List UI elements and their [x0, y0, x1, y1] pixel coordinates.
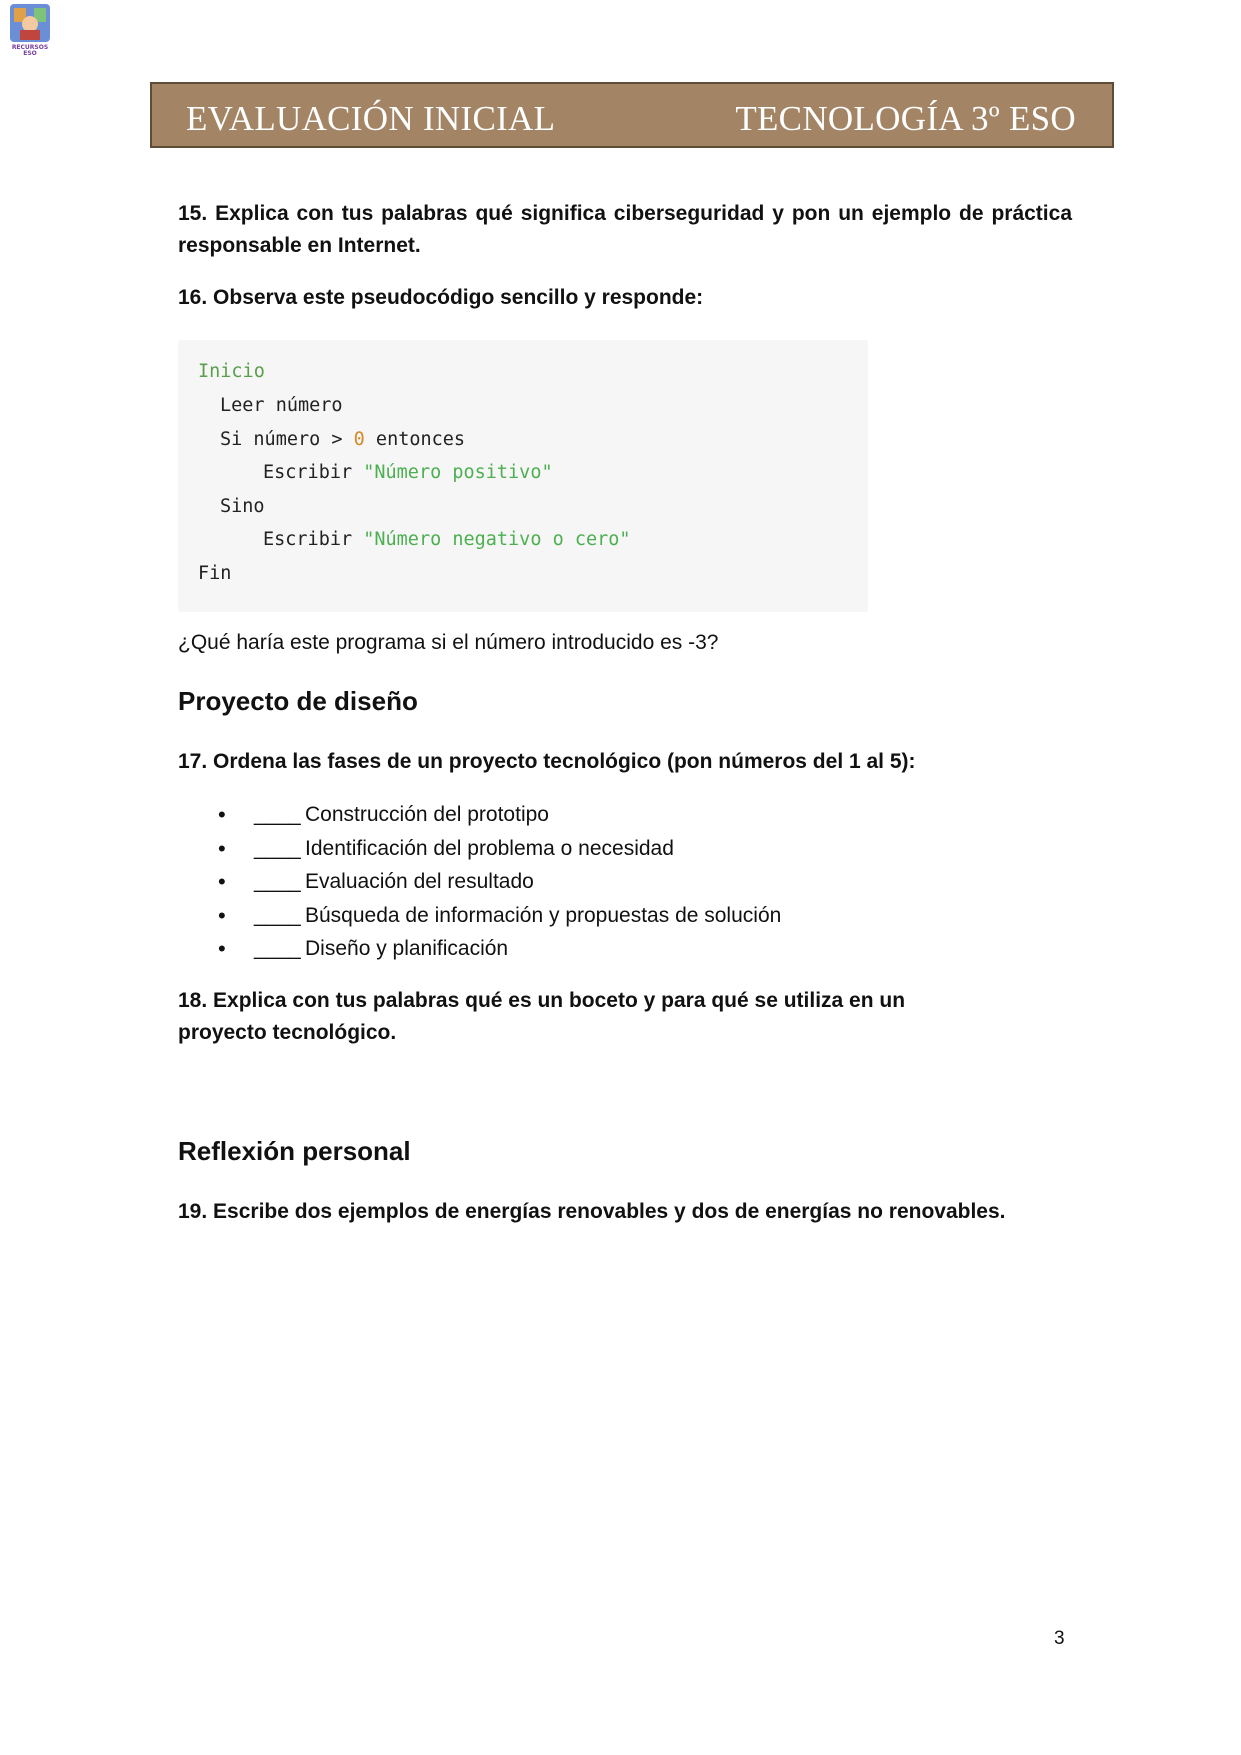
question-17	[178, 746, 1072, 778]
code-line-fin: Fin	[198, 563, 232, 584]
question-16-followup	[178, 628, 1072, 658]
recursos-eso-logo	[8, 2, 52, 56]
section-reflection	[178, 1134, 1072, 1168]
code-escribir-keyword: Escribir	[263, 529, 364, 550]
phase-label: Búsqueda de información y propuestas de solución	[305, 904, 782, 927]
question-16-followup-text: ¿Qué haría este programa si el número introducido es -3?	[178, 631, 719, 654]
phase-label: Diseño y planificación	[305, 937, 509, 960]
answer-blank: ____	[254, 870, 301, 893]
phase-label: Evaluación del resultado	[305, 870, 534, 893]
pseudocode-block	[178, 340, 868, 612]
code-string-positivo: "Número positivo"	[363, 462, 553, 483]
page-number: 3	[1054, 1628, 1065, 1649]
question-18	[178, 985, 968, 1049]
question-15	[178, 198, 1072, 262]
question-19	[178, 1196, 1072, 1228]
code-line-escribir-positivo	[263, 461, 553, 485]
code-line-inicio: Inicio	[198, 361, 265, 382]
answer-blank: ____	[254, 803, 301, 826]
code-si-keyword: Si número >	[220, 429, 354, 450]
question-16	[178, 282, 1072, 314]
question-15-text: 15. Explica con tus palabras qué significa ciberseguridad y pon un ejemplo de práctica responsable en Internet.	[178, 202, 1072, 257]
answer-blank: ____	[254, 937, 301, 960]
code-escribir-keyword: Escribir	[263, 462, 364, 483]
answer-blank: ____	[254, 904, 301, 927]
code-line-escribir-negativo	[263, 528, 631, 552]
phases-list	[178, 800, 1072, 970]
svg-text:RECURSOS: RECURSOS	[11, 44, 49, 51]
question-16-text: 16. Observa este pseudocódigo sencillo y responde:	[178, 286, 704, 309]
header-subject: TECNOLOGÍA 3º ESO	[735, 99, 1076, 138]
code-si-number: 0	[353, 429, 365, 450]
question-17-text: 17. Ordena las fases de un proyecto tecnológico (pon números del 1 al 5):	[178, 750, 916, 773]
bullet-icon: •	[218, 903, 226, 928]
code-si-entonces: entonces	[364, 429, 466, 450]
code-line-leer: Leer número	[220, 395, 343, 416]
section-design	[178, 684, 1072, 718]
bullet-icon: •	[218, 936, 226, 961]
page-header	[150, 82, 1114, 148]
svg-text:ESO: ESO	[23, 50, 37, 56]
question-19-text: 19. Escribe dos ejemplos de energías renovables y dos de energías no renovables.	[178, 1200, 1006, 1223]
code-line-sino: Sino	[220, 496, 265, 517]
bullet-icon: •	[218, 836, 226, 861]
phase-label: Identificación del problema o necesidad	[305, 837, 674, 860]
section-design-heading: Proyecto de diseño	[178, 686, 418, 716]
code-string-negativo: "Número negativo o cero"	[363, 529, 631, 550]
code-line-si	[220, 428, 465, 452]
question-18-text: 18. Explica con tus palabras qué es un boceto y para qué se utiliza en un proyecto tecnológico.	[178, 989, 906, 1044]
phase-label: Construcción del prototipo	[305, 803, 549, 826]
header-title: EVALUACIÓN INICIAL	[186, 99, 556, 138]
section-reflection-heading: Reflexión personal	[178, 1136, 411, 1166]
bullet-icon: •	[218, 802, 226, 827]
bullet-icon: •	[218, 869, 226, 894]
answer-blank: ____	[254, 837, 301, 860]
